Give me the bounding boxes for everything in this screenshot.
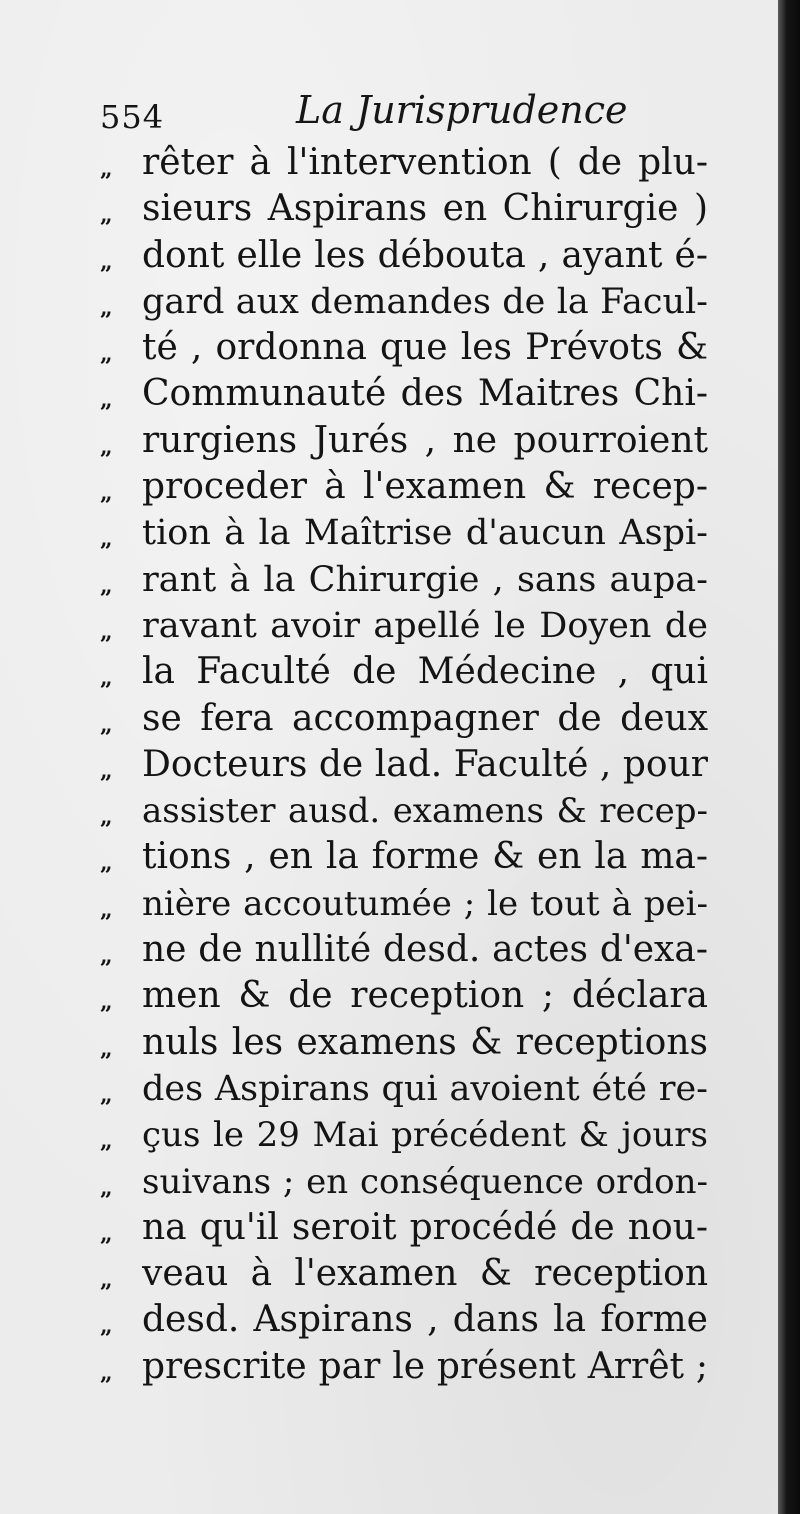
line-text: dont elle les débouta , ayant é- bbox=[142, 234, 708, 276]
text-line bbox=[100, 834, 710, 880]
line-text: prescrite par le présent Arrêt ; bbox=[142, 1345, 708, 1387]
text-line bbox=[100, 233, 710, 279]
line-text: nière accoutumée ; le tout à pei- bbox=[142, 883, 708, 924]
line-text: rêter à l'intervention ( de plu- bbox=[142, 142, 708, 183]
text-line bbox=[100, 325, 710, 371]
line-text: té , ordonna que les Prévots & bbox=[142, 327, 708, 369]
line-text: se fera accompagner de deux bbox=[142, 697, 708, 739]
quotation-mark: „ bbox=[100, 1174, 111, 1201]
line-text: Communauté des Maitres Chi- bbox=[142, 373, 708, 415]
text-line bbox=[100, 1344, 710, 1390]
line-text: suivans ; en conséquence ordon- bbox=[142, 1161, 708, 1202]
line-text: proceder à l'examen & recep- bbox=[142, 466, 708, 508]
text-line bbox=[100, 927, 710, 973]
line-text: rant à la Chirurgie , sans aupa- bbox=[142, 559, 708, 600]
quotation-mark: „ bbox=[100, 618, 111, 645]
quotation-mark: „ bbox=[100, 850, 111, 877]
page-number: 554 bbox=[100, 98, 165, 136]
page-header bbox=[100, 86, 700, 136]
line-text: ravant avoir apellé le Doyen de bbox=[142, 605, 708, 646]
quotation-mark: „ bbox=[100, 248, 111, 275]
line-text: nuls les examens & receptions bbox=[142, 1021, 708, 1063]
line-text: men & de reception ; déclara bbox=[142, 975, 708, 1017]
line-text: rurgiens Jurés , ne pourroient bbox=[142, 419, 708, 461]
text-line bbox=[100, 788, 710, 834]
body-text bbox=[100, 140, 710, 1390]
text-line bbox=[100, 1066, 710, 1112]
quotation-mark: „ bbox=[100, 665, 111, 692]
line-text: desd. Aspirans , dans la forme bbox=[142, 1299, 708, 1341]
text-line bbox=[100, 464, 710, 510]
quotation-mark: „ bbox=[100, 1081, 111, 1108]
text-line bbox=[100, 140, 710, 186]
text-line bbox=[100, 557, 710, 603]
quotation-mark: „ bbox=[100, 1313, 111, 1340]
line-text: gard aux demandes de la Facul- bbox=[142, 281, 708, 322]
quotation-mark: „ bbox=[100, 156, 111, 182]
line-text: veau à l'examen & reception bbox=[142, 1253, 708, 1295]
quotation-mark: „ bbox=[100, 943, 111, 970]
text-line bbox=[100, 973, 710, 1019]
quotation-mark: „ bbox=[100, 711, 111, 738]
quotation-mark: „ bbox=[100, 1035, 111, 1062]
line-text: na qu'il seroit procédé de nou- bbox=[142, 1206, 708, 1248]
line-text: des Aspirans qui avoient été re- bbox=[142, 1068, 708, 1109]
quotation-mark: „ bbox=[100, 341, 111, 368]
quotation-mark: „ bbox=[100, 757, 111, 784]
quotation-mark: „ bbox=[100, 1267, 111, 1294]
text-line bbox=[100, 1020, 710, 1066]
quotation-mark: „ bbox=[100, 433, 111, 460]
quotation-mark: „ bbox=[100, 989, 111, 1016]
text-line bbox=[100, 1251, 710, 1297]
line-text: ne de nullité desd. actes d'exa- bbox=[142, 929, 708, 971]
text-line bbox=[100, 649, 710, 695]
text-line bbox=[100, 279, 710, 325]
quotation-mark: „ bbox=[100, 294, 111, 321]
text-line bbox=[100, 371, 710, 417]
book-gutter bbox=[778, 0, 800, 1514]
quotation-mark: „ bbox=[100, 1359, 111, 1386]
quotation-mark: „ bbox=[100, 804, 111, 831]
text-line bbox=[100, 1112, 710, 1158]
quotation-mark: „ bbox=[100, 202, 111, 229]
text-line bbox=[100, 881, 710, 927]
line-text: tion à la Maîtrise d'aucun Aspi- bbox=[142, 513, 708, 554]
text-line bbox=[100, 603, 710, 649]
text-line bbox=[100, 1297, 710, 1343]
line-text: sieurs Aspirans en Chirurgie ) bbox=[142, 188, 708, 230]
text-line bbox=[100, 510, 710, 556]
quotation-mark: „ bbox=[100, 1220, 111, 1247]
text-line bbox=[100, 1205, 710, 1251]
quotation-mark: „ bbox=[100, 1128, 111, 1155]
line-text: assister ausd. examens & recep- bbox=[142, 791, 708, 832]
quotation-mark: „ bbox=[100, 480, 111, 507]
line-text: tions , en la forme & en la ma- bbox=[142, 836, 708, 878]
line-text: la Faculté de Médecine , qui bbox=[142, 651, 708, 693]
text-line bbox=[100, 186, 710, 232]
text-line bbox=[100, 1159, 710, 1205]
text-line bbox=[100, 418, 710, 464]
line-text: Docteurs de lad. Faculté , pour bbox=[142, 743, 708, 785]
quotation-mark: „ bbox=[100, 526, 111, 553]
text-line bbox=[100, 696, 710, 742]
quotation-mark: „ bbox=[100, 896, 111, 923]
running-title: La Jurisprudence bbox=[296, 88, 628, 132]
quotation-mark: „ bbox=[100, 387, 111, 414]
line-text: çus le 29 Mai précédent & jours bbox=[142, 1115, 708, 1156]
quotation-mark: „ bbox=[100, 572, 111, 599]
text-line bbox=[100, 742, 710, 788]
